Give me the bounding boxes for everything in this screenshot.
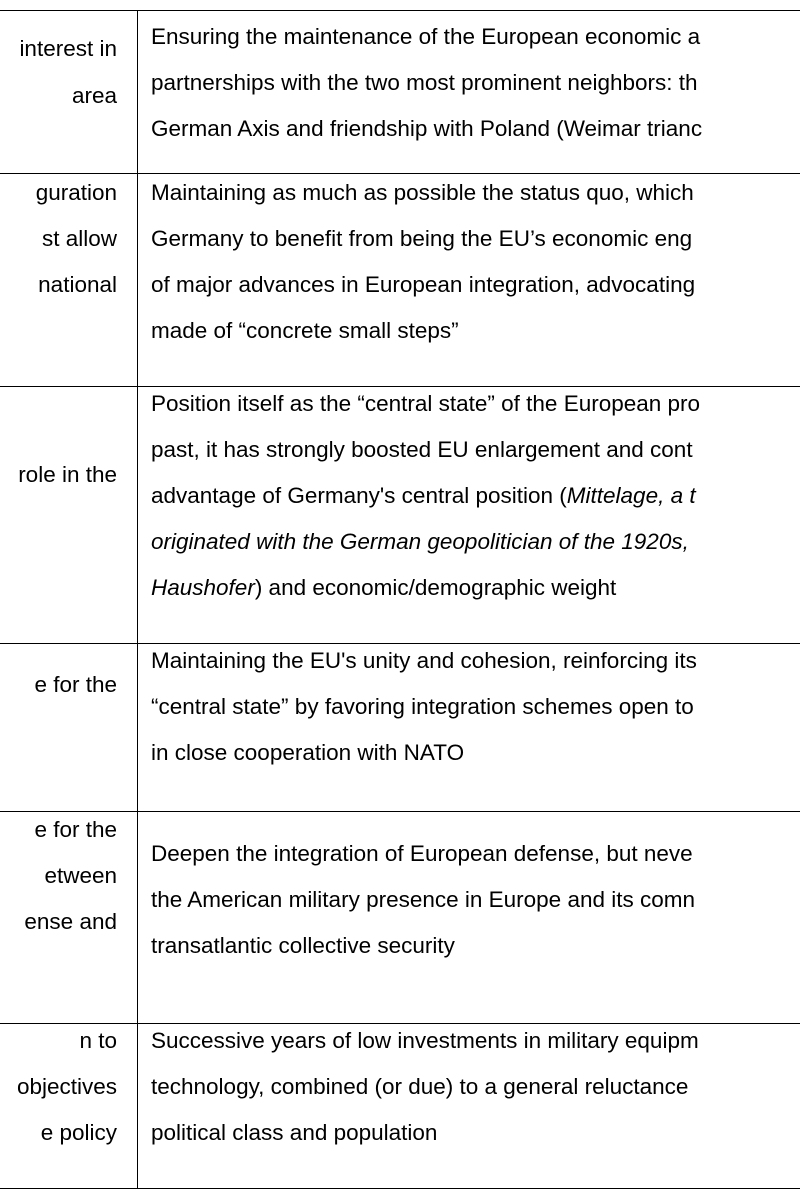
criterion-line: area bbox=[71, 83, 117, 108]
description-italic: originated with the German geopolitician of the 1920s, bbox=[151, 529, 689, 554]
table-cell-criterion bbox=[0, 387, 138, 643]
table-cell-criterion bbox=[0, 174, 138, 386]
description-italic: Haushofer bbox=[151, 575, 255, 600]
description-line: political class and population bbox=[151, 1120, 438, 1145]
table-cell-criterion bbox=[0, 812, 138, 1023]
table-cell-criterion bbox=[0, 1024, 138, 1188]
criterion-line: etween bbox=[44, 863, 117, 888]
description-text: ) and economic/demographic weight bbox=[254, 575, 617, 600]
table-cell-description bbox=[138, 644, 800, 811]
criterion-line: e policy bbox=[40, 1120, 117, 1145]
description-line bbox=[151, 483, 696, 509]
description-italic: Mittelage, a t bbox=[566, 483, 696, 508]
table-row bbox=[0, 387, 800, 644]
description-line bbox=[151, 529, 689, 555]
description-line: transatlantic collective security bbox=[151, 933, 455, 958]
description-line: partnerships with the two most prominent neighbors: th bbox=[151, 70, 698, 95]
table-cell-criterion bbox=[0, 644, 138, 811]
criterion-line: e for the bbox=[34, 817, 117, 842]
table-cell-description bbox=[138, 174, 800, 386]
table-cell-description bbox=[138, 387, 800, 643]
description-line: Germany to benefit from being the EU’s economic eng bbox=[151, 226, 693, 251]
description-line: “central state” by favoring integration schemes open to bbox=[151, 694, 694, 719]
comparison-table bbox=[0, 10, 800, 1189]
description-line: Ensuring the maintenance of the European economic a bbox=[151, 24, 701, 49]
table-row bbox=[0, 174, 800, 387]
criterion-line: national bbox=[38, 272, 117, 297]
description-text: advantage of Germany's central position ( bbox=[151, 483, 567, 508]
description-line: Deepen the integration of European defense, but neve bbox=[151, 841, 693, 866]
table-cell-description bbox=[138, 812, 800, 1023]
description-line: Position itself as the “central state” of the European pro bbox=[151, 391, 701, 416]
table-row bbox=[0, 812, 800, 1024]
criterion-line: e for the bbox=[34, 672, 117, 697]
description-line: technology, combined (or due) to a general reluctance bbox=[151, 1074, 689, 1099]
description-line: Successive years of low investments in military equipm bbox=[151, 1028, 699, 1053]
description-line: the American military presence in Europe and its comn bbox=[151, 887, 696, 912]
criterion-line: ense and bbox=[24, 909, 117, 934]
criterion-line: objectives bbox=[16, 1074, 117, 1099]
description-line bbox=[151, 575, 616, 601]
description-line: in close cooperation with NATO bbox=[151, 740, 465, 765]
description-line: Maintaining as much as possible the status quo, which bbox=[151, 180, 694, 205]
table-row bbox=[0, 644, 800, 812]
description-line: made of “concrete small steps” bbox=[151, 318, 459, 343]
table-row bbox=[0, 1024, 800, 1189]
criterion-line: guration bbox=[35, 180, 117, 205]
description-line: Maintaining the EU's unity and cohesion, reinforcing its bbox=[151, 648, 697, 673]
description-line: German Axis and friendship with Poland (Weimar trianc bbox=[151, 116, 703, 141]
description-line: of major advances in European integration, advocating bbox=[151, 272, 696, 297]
description-line: past, it has strongly boosted EU enlargement and cont bbox=[151, 437, 693, 462]
criterion-line: interest in bbox=[19, 36, 117, 61]
table-cell-criterion bbox=[0, 11, 138, 173]
criterion-line: st allow bbox=[41, 226, 117, 251]
criterion-line: role in the bbox=[18, 462, 117, 487]
table-row bbox=[0, 11, 800, 174]
criterion-line: n to bbox=[79, 1028, 117, 1053]
table-cell-description bbox=[138, 11, 800, 173]
table-cell-description bbox=[138, 1024, 800, 1188]
